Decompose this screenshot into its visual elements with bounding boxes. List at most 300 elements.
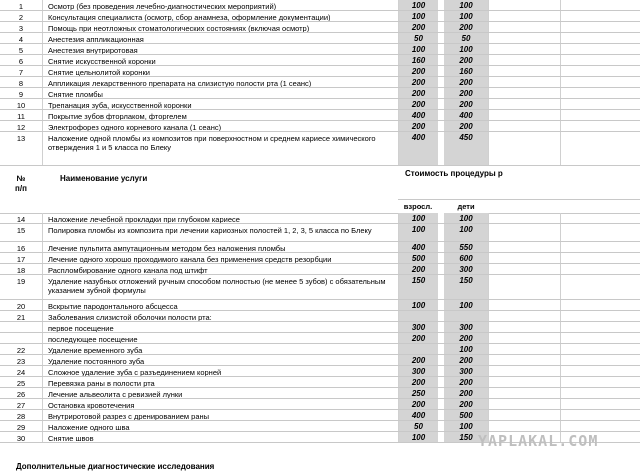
grid-line <box>42 432 43 442</box>
header-divider <box>398 199 640 200</box>
row-number: 25 <box>16 379 26 387</box>
section-footer-title: Дополнительные диагностические исследования <box>16 462 215 471</box>
row-number: 1 <box>18 2 24 10</box>
grid-line <box>398 0 399 10</box>
grid-line <box>42 11 43 21</box>
row-number <box>0 333 42 343</box>
row-number: 18 <box>16 266 26 274</box>
row-adult-price: 100 <box>398 213 438 223</box>
grid-line <box>488 311 489 321</box>
table-row <box>0 275 640 300</box>
row-adult-price: 200 <box>398 121 438 131</box>
row-service-name: Полировка пломбы из композита при лечении кариозных полостей 1, 2, 3, 5 класса по Блеку <box>48 226 372 235</box>
row-empty <box>488 66 640 76</box>
table-row <box>0 264 640 275</box>
row-child-price: 300 <box>444 264 488 274</box>
grid-line <box>488 366 489 376</box>
grid-line <box>560 55 561 65</box>
row-number: 5 <box>18 46 24 54</box>
grid-line <box>398 77 399 87</box>
row-number: 24 <box>16 368 26 376</box>
grid-line <box>398 322 399 332</box>
row-empty <box>488 55 640 65</box>
row-empty <box>488 224 640 241</box>
row-adult-price: 100 <box>398 11 438 21</box>
table-row <box>0 110 640 121</box>
row-service-name: Удаление постоянного зуба <box>48 357 145 365</box>
row-number: 30 <box>16 434 26 442</box>
grid-line <box>42 322 43 332</box>
grid-line <box>398 224 399 241</box>
row-service-name: Распломбирование одного канала под штифт <box>48 266 208 274</box>
row-service-name: Покрытие зубов фторлаком, фторгелем <box>48 112 187 120</box>
table-row <box>0 366 640 377</box>
row-number: 23 <box>16 357 26 365</box>
row-service-name: Трепанация зуба, искусственной коронки <box>48 101 192 109</box>
row-service-name: Осмотр (без проведения лечебно-диагностических мероприятий) <box>48 2 277 10</box>
grid-line <box>42 110 43 120</box>
grid-line <box>488 132 489 165</box>
grid-line <box>42 55 43 65</box>
grid-line <box>560 121 561 131</box>
row-service-name: Заболевания слизистой оболочки полости рта: <box>48 313 212 321</box>
grid-line <box>560 132 561 165</box>
grid-line <box>398 44 399 54</box>
header-adult: взросл. <box>403 202 433 211</box>
grid-line <box>398 344 399 354</box>
grid-line <box>560 355 561 365</box>
grid-line <box>42 22 43 32</box>
grid-line <box>42 224 43 241</box>
row-empty <box>488 421 640 431</box>
grid-line <box>398 410 399 420</box>
row-child-price: 550 <box>444 242 488 252</box>
row-child-price: 200 <box>444 99 488 109</box>
row-service-name: Наложение одного шва <box>48 423 130 431</box>
grid-line <box>42 421 43 431</box>
row-child-price: 200 <box>444 88 488 98</box>
grid-line <box>42 66 43 76</box>
row-number: 10 <box>16 101 26 109</box>
row-child-price: 100 <box>444 224 488 241</box>
grid-line <box>560 421 561 431</box>
grid-line <box>398 121 399 131</box>
grid-line <box>488 44 489 54</box>
table-row <box>0 388 640 399</box>
table-row <box>0 300 640 311</box>
row-adult-price: 200 <box>398 88 438 98</box>
grid-line <box>560 410 561 420</box>
row-child-price: 50 <box>444 33 488 43</box>
row-service-name: Остановка кровотечения <box>48 401 135 409</box>
row-adult-price: 200 <box>398 99 438 109</box>
grid-line <box>42 99 43 109</box>
row-service-name: Электрофорез одного корневого канала (1 сеанс) <box>48 123 222 131</box>
row-service-name: Лечение альвеолита с ревизией лунки <box>48 390 183 398</box>
grid-line <box>488 388 489 398</box>
row-service-name: Внутриротовой разрез с дренированием раны <box>48 412 210 420</box>
grid-line <box>488 77 489 87</box>
table-row <box>0 322 640 333</box>
grid-line <box>42 300 43 310</box>
row-adult-price: 400 <box>398 242 438 252</box>
row-empty <box>488 264 640 274</box>
grid-line <box>42 213 43 223</box>
row-number: 15 <box>16 226 26 235</box>
table-row <box>0 88 640 99</box>
row-service-name: Наложение лечебной прокладки при глубоком кариесе <box>48 215 240 223</box>
row-empty <box>488 377 640 387</box>
row-number: 16 <box>16 244 26 252</box>
grid-line <box>560 213 561 223</box>
row-service-name: Сложное удаление зуба с разъединением корней <box>48 368 222 376</box>
row-number: 4 <box>18 35 24 43</box>
row-child-price: 200 <box>444 22 488 32</box>
row-child-price: 150 <box>444 432 488 442</box>
grid-line <box>488 224 489 241</box>
row-child-price: 100 <box>444 0 488 10</box>
grid-line <box>488 11 489 21</box>
row-number: 29 <box>16 423 26 431</box>
watermark-logo: YAPLAKAL.COM <box>478 432 599 450</box>
row-empty <box>488 33 640 43</box>
grid-line <box>42 121 43 131</box>
grid-line <box>398 110 399 120</box>
row-empty <box>488 399 640 409</box>
grid-line <box>42 366 43 376</box>
grid-line <box>560 44 561 54</box>
grid-line <box>560 311 561 321</box>
grid-line <box>398 399 399 409</box>
row-empty <box>488 344 640 354</box>
grid-line <box>42 132 43 165</box>
table-row <box>0 399 640 410</box>
row-child-price: 160 <box>444 66 488 76</box>
grid-line <box>488 213 489 223</box>
row-child-price: 200 <box>444 388 488 398</box>
row-empty <box>488 253 640 263</box>
row-empty <box>488 77 640 87</box>
table-row <box>0 213 640 224</box>
row-service-name: Снятие пломбы <box>48 90 103 98</box>
table-row <box>0 77 640 88</box>
row-adult-price: 200 <box>398 399 438 409</box>
row-empty <box>488 388 640 398</box>
row-adult-price <box>398 344 438 354</box>
grid-line <box>488 355 489 365</box>
grid-line <box>42 275 43 299</box>
grid-line <box>488 33 489 43</box>
grid-line <box>488 253 489 263</box>
grid-line <box>398 22 399 32</box>
table-row <box>0 253 640 264</box>
row-child-price: 100 <box>444 44 488 54</box>
row-adult-price: 100 <box>398 0 438 10</box>
row-adult-price: 200 <box>398 333 438 343</box>
grid-line <box>42 333 43 343</box>
grid-line <box>560 344 561 354</box>
grid-line <box>488 377 489 387</box>
table-row <box>0 333 640 344</box>
row-child-price: 100 <box>444 300 488 310</box>
grid-line <box>398 311 399 321</box>
table-row <box>0 311 640 322</box>
row-child-price: 200 <box>444 355 488 365</box>
row-adult-price: 200 <box>398 355 438 365</box>
row-empty <box>488 99 640 109</box>
grid-line <box>398 132 399 165</box>
row-adult-price: 400 <box>398 132 438 165</box>
grid-line <box>488 421 489 431</box>
grid-line <box>42 355 43 365</box>
row-empty <box>488 110 640 120</box>
row-adult-price: 250 <box>398 388 438 398</box>
row-empty <box>488 88 640 98</box>
row-empty <box>488 242 640 252</box>
grid-line <box>488 66 489 76</box>
grid-line <box>42 0 43 10</box>
grid-line <box>398 55 399 65</box>
row-empty <box>488 333 640 343</box>
grid-line <box>42 33 43 43</box>
row-number: 21 <box>16 313 26 321</box>
table-row <box>0 132 640 166</box>
row-adult-price: 500 <box>398 253 438 263</box>
grid-line <box>488 344 489 354</box>
grid-line <box>42 399 43 409</box>
row-child-price: 200 <box>444 399 488 409</box>
row-service-name: Помощь при неотложных стоматологических состояниях (включая осмотр) <box>48 24 310 32</box>
grid-line <box>488 410 489 420</box>
grid-line <box>488 88 489 98</box>
grid-line <box>488 55 489 65</box>
grid-line <box>560 11 561 21</box>
row-empty <box>488 410 640 420</box>
header-number: № п/п <box>15 174 27 193</box>
grid-line <box>42 77 43 87</box>
row-adult-price: 200 <box>398 66 438 76</box>
row-empty <box>488 0 640 10</box>
grid-line <box>488 22 489 32</box>
table-row <box>0 55 640 66</box>
row-child-price: 600 <box>444 253 488 263</box>
grid-line <box>398 366 399 376</box>
row-number: 19 <box>16 277 26 286</box>
grid-line <box>398 99 399 109</box>
row-number: 8 <box>18 79 24 87</box>
grid-line <box>398 242 399 252</box>
grid-line <box>560 322 561 332</box>
row-number: 14 <box>16 215 26 223</box>
grid-line <box>488 242 489 252</box>
grid-line <box>488 121 489 131</box>
table-row <box>0 22 640 33</box>
row-service-name: Снятие цельнолитой коронки <box>48 68 150 76</box>
row-number: 2 <box>18 13 24 21</box>
row-number: 27 <box>16 401 26 409</box>
table-row <box>0 224 640 242</box>
grid-line <box>42 377 43 387</box>
row-service-name: Анестезия аппликационная <box>48 35 144 43</box>
row-adult-price: 400 <box>398 110 438 120</box>
row-child-price: 300 <box>444 322 488 332</box>
grid-line <box>398 432 399 442</box>
row-adult-price: 300 <box>398 366 438 376</box>
row-number: 13 <box>16 134 26 143</box>
row-service-name: Удаление назубных отложений ручным способом полностью (не менее 5 зубов) с обязательным указанием зубной формулы <box>48 277 386 295</box>
grid-line <box>560 22 561 32</box>
row-number: 20 <box>16 302 26 310</box>
grid-line <box>560 224 561 241</box>
grid-line <box>560 110 561 120</box>
row-service-name: последующее посещение <box>48 335 138 343</box>
row-adult-price: 100 <box>398 44 438 54</box>
table-row <box>0 242 640 253</box>
row-adult-price: 100 <box>398 300 438 310</box>
grid-line <box>560 0 561 10</box>
row-service-name: Консультация специалиста (осмотр, сбор анамнеза, оформление документации) <box>48 13 331 21</box>
header-service-name: Наименование услуги <box>60 174 148 183</box>
row-service-name: первое посещение <box>48 324 114 332</box>
grid-line <box>488 0 489 10</box>
row-adult-price: 50 <box>398 421 438 431</box>
grid-line <box>488 110 489 120</box>
row-number: 7 <box>18 68 24 76</box>
row-adult-price: 200 <box>398 77 438 87</box>
row-empty <box>488 11 640 21</box>
grid-line <box>560 264 561 274</box>
table-row <box>0 421 640 432</box>
grid-line <box>488 333 489 343</box>
grid-line <box>398 421 399 431</box>
grid-line <box>560 66 561 76</box>
row-child-price: 100 <box>444 213 488 223</box>
grid-line <box>488 399 489 409</box>
table-row <box>0 355 640 366</box>
row-empty <box>488 44 640 54</box>
row-empty <box>488 300 640 310</box>
row-adult-price: 400 <box>398 410 438 420</box>
row-child-price: 200 <box>444 55 488 65</box>
row-empty <box>488 275 640 299</box>
row-empty <box>488 132 640 165</box>
row-empty <box>488 213 640 223</box>
grid-line <box>398 33 399 43</box>
table-row <box>0 121 640 132</box>
row-adult-price: 150 <box>398 275 438 299</box>
grid-line <box>42 253 43 263</box>
grid-line <box>488 300 489 310</box>
grid-line <box>560 377 561 387</box>
grid-line <box>42 88 43 98</box>
row-number: 17 <box>16 255 26 263</box>
grid-line <box>42 410 43 420</box>
grid-line <box>398 300 399 310</box>
row-number: 28 <box>16 412 26 420</box>
row-adult-price: 160 <box>398 55 438 65</box>
row-empty <box>488 121 640 131</box>
row-service-name: Перевязка раны в полости рта <box>48 379 155 387</box>
row-service-name: Аппликация лекарственного препарата на слизистую полости рта (1 сеанс) <box>48 79 312 87</box>
row-service-name: Удаление временного зуба <box>48 346 143 354</box>
grid-line <box>488 99 489 109</box>
row-number: 12 <box>16 123 26 131</box>
grid-line <box>398 213 399 223</box>
row-child-price: 200 <box>444 121 488 131</box>
grid-line <box>398 377 399 387</box>
row-child-price: 100 <box>444 344 488 354</box>
row-number: 22 <box>16 346 26 354</box>
row-empty <box>488 322 640 332</box>
row-child-price: 200 <box>444 333 488 343</box>
row-adult-price: 100 <box>398 224 438 241</box>
grid-line <box>398 11 399 21</box>
grid-line <box>560 88 561 98</box>
row-number: 26 <box>16 390 26 398</box>
row-adult-price: 200 <box>398 377 438 387</box>
table-row <box>0 11 640 22</box>
grid-line <box>398 253 399 263</box>
row-service-name: Анестезия внутриротовая <box>48 46 138 54</box>
grid-line <box>42 311 43 321</box>
table-row <box>0 33 640 44</box>
row-empty <box>488 366 640 376</box>
grid-line <box>42 388 43 398</box>
table-row <box>0 66 640 77</box>
row-service-name: Вскрытие пародонтального абсцесса <box>48 302 178 310</box>
grid-line <box>560 99 561 109</box>
grid-line <box>42 344 43 354</box>
row-child-price <box>444 311 488 321</box>
grid-line <box>398 388 399 398</box>
row-number: 3 <box>18 24 24 32</box>
row-service-name: Наложение одной пломбы из композитов при поверхностном и среднем кариесе химического отверждения 1 и 5 класса по Блеку <box>48 134 376 152</box>
row-empty <box>488 355 640 365</box>
row-adult-price: 100 <box>398 432 438 442</box>
grid-line <box>560 242 561 252</box>
grid-line <box>488 322 489 332</box>
row-service-name: Снятие швов <box>48 434 94 442</box>
row-service-name: Снятие искусственной коронки <box>48 57 156 65</box>
row-child-price: 200 <box>444 377 488 387</box>
grid-line <box>560 333 561 343</box>
row-adult-price: 200 <box>398 264 438 274</box>
row-empty <box>488 311 640 321</box>
row-child-price: 450 <box>444 132 488 165</box>
grid-line <box>560 399 561 409</box>
grid-line <box>488 264 489 274</box>
row-number: 9 <box>18 90 24 98</box>
grid-line <box>560 275 561 299</box>
row-number: 6 <box>18 57 24 65</box>
row-empty <box>488 22 640 32</box>
grid-line <box>398 333 399 343</box>
row-number: 11 <box>17 112 25 120</box>
grid-line <box>398 66 399 76</box>
grid-line <box>398 355 399 365</box>
row-child-price: 400 <box>444 110 488 120</box>
row-adult-price: 50 <box>398 33 438 43</box>
grid-line <box>488 275 489 299</box>
row-child-price: 100 <box>444 421 488 431</box>
grid-line <box>42 264 43 274</box>
header-child: дети <box>457 202 475 211</box>
grid-line <box>42 242 43 252</box>
grid-line <box>398 275 399 299</box>
table-row <box>0 0 640 11</box>
grid-line <box>560 77 561 87</box>
table-row <box>0 410 640 421</box>
